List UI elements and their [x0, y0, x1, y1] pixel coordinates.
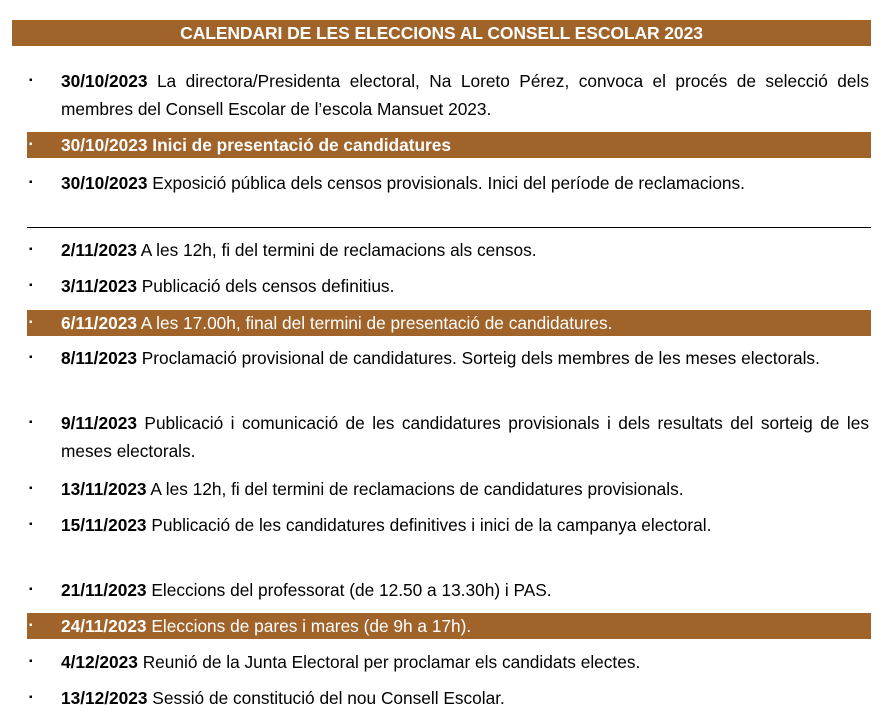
item-date: 2/11/2023 — [61, 240, 137, 260]
item-description: A les 12h, fi del termini de reclamacions de candidatures provisionals. — [146, 479, 684, 499]
item-text — [61, 236, 869, 264]
item-text — [61, 409, 869, 465]
bullet-icon: ▪ — [29, 75, 33, 86]
item-date: 21/11/2023 — [61, 580, 147, 600]
item-date: 9/11/2023 — [61, 413, 137, 433]
bullet-icon: ▪ — [29, 584, 33, 595]
item-description: Proclamació provisional de candidatures. Sorteig dels membres de les meses electorals. — [136, 348, 820, 368]
bullet-icon: ▪ — [29, 692, 33, 703]
item-description: Publicació i comunicació de les candidatures provisionals i dels resultats del sorteig de les meses electorals. — [61, 413, 869, 461]
item-text — [61, 612, 869, 640]
item-date: 24/11/2023 — [61, 616, 147, 636]
item-date: 6/11/2023 — [61, 313, 137, 333]
item-date: 8/11/2023 — [61, 348, 137, 368]
item-text — [61, 684, 869, 712]
item-text — [61, 648, 869, 676]
item-text — [61, 309, 869, 337]
item-description: A les 12h, fi del termini de reclamacions als censos. — [136, 240, 537, 260]
bullet-icon: ▪ — [29, 656, 33, 667]
item-description: Publicació de les candidatures definitives i inici de la campanya electoral. — [146, 515, 712, 535]
item-description: La directora/Presidenta electoral, Na Loreto Pérez, convoca el procés de selecció dels membres del Consell Escolar de l’escola Mansuet 2023. — [61, 71, 869, 119]
item-date: 15/11/2023 — [61, 515, 147, 535]
bullet-icon: ▪ — [29, 280, 33, 291]
item-description: Inici de presentació de candidatures — [147, 135, 451, 155]
divider — [27, 227, 871, 228]
bullet-icon: ▪ — [29, 139, 33, 150]
bullet-icon: ▪ — [29, 620, 33, 631]
bullet-icon: ▪ — [29, 352, 33, 363]
item-description: Eleccions de pares i mares (de 9h a 17h). — [146, 616, 472, 636]
item-date: 30/10/2023 — [61, 173, 148, 193]
item-date: 3/11/2023 — [61, 276, 137, 296]
item-description: Exposició pública dels censos provisionals. Inici del període de reclamacions. — [147, 173, 745, 193]
bullet-icon: ▪ — [29, 244, 33, 255]
item-text — [61, 576, 869, 604]
item-description: Eleccions del professorat (de 12.50 a 13.30h) i PAS. — [146, 580, 552, 600]
item-date: 13/12/2023 — [61, 688, 148, 708]
item-text — [61, 169, 869, 197]
bullet-icon: ▪ — [29, 317, 33, 328]
item-text — [61, 344, 869, 372]
item-date: 4/12/2023 — [61, 652, 138, 672]
item-text — [61, 475, 869, 503]
page-title: CALENDARI DE LES ELECCIONS AL CONSELL ESCOLAR 2023 — [12, 20, 871, 46]
item-text — [61, 67, 869, 123]
item-date: 30/10/2023 — [61, 71, 148, 91]
item-description: Sessió de constitució del nou Consell Escolar. — [147, 688, 505, 708]
item-description: Reunió de la Junta Electoral per proclamar els candidats electes. — [137, 652, 641, 672]
item-description: Publicació dels censos definitius. — [136, 276, 395, 296]
bullet-icon: ▪ — [29, 519, 33, 530]
bullet-icon: ▪ — [29, 483, 33, 494]
item-text — [61, 511, 869, 539]
item-description: A les 17.00h, final del termini de presentació de candidatures. — [136, 313, 613, 333]
item-date: 13/11/2023 — [61, 479, 147, 499]
item-text — [61, 131, 869, 159]
bullet-icon: ▪ — [29, 417, 33, 428]
item-date: 30/10/2023 — [61, 135, 148, 155]
bullet-icon: ▪ — [29, 177, 33, 188]
item-text — [61, 272, 869, 300]
